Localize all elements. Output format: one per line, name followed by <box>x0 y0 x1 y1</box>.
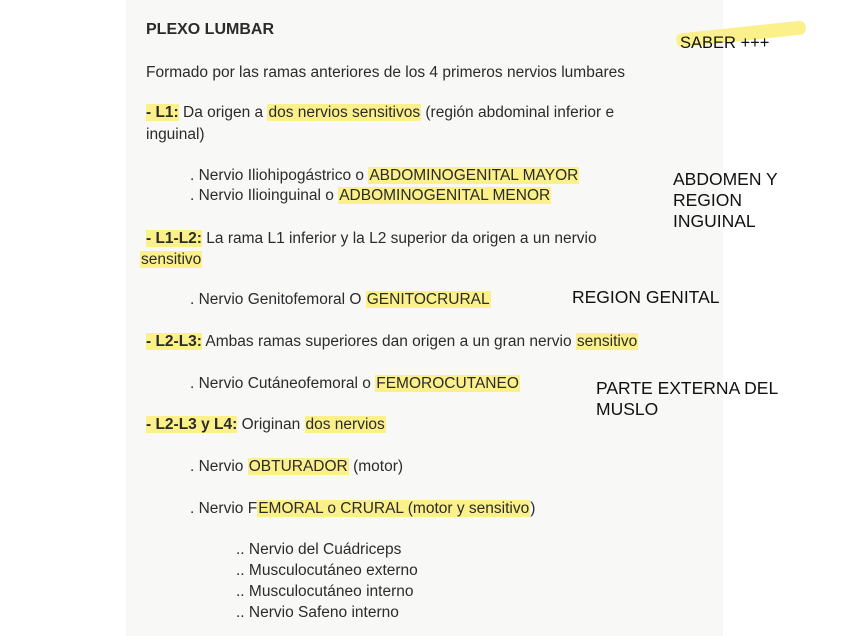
nerve-femoral: . Nervio FEMORAL o CRURAL (motor y sensitivo) <box>190 500 536 517</box>
l1-highlight: dos nervios sensitivos <box>268 104 421 121</box>
nerve-ilioinguinal: . Nervio Ilioinguinal o ADBOMINOGENITAL MENOR <box>190 187 551 204</box>
sub-nerve-musculocutaneo-interno: .. Musculocutáneo interno <box>236 583 414 600</box>
section-l1-heading <box>146 104 614 122</box>
highlight-femorocutaneo: FEMOROCUTANEO <box>376 375 519 392</box>
nerve-iliohipogastrico: . Nervio Iliohipogástrico o ABDOMINOGENITAL MAYOR <box>190 167 579 184</box>
highlight-sensitivo: sensitivo <box>141 251 202 268</box>
nerve-obturador: . Nervio OBTURADOR (motor) <box>190 458 404 475</box>
highlight-sensitivo-2: sensitivo <box>576 333 638 350</box>
document-page <box>126 0 723 636</box>
note-saber: SABER +++ <box>680 34 770 52</box>
sub-nerve-musculocutaneo-externo: .. Musculocutáneo externo <box>236 562 418 579</box>
highlight-genitocrural: GENITOCRURAL <box>366 291 490 308</box>
l2-l3-l4-root-label: - L2-L3 y L4: <box>146 416 238 433</box>
highlight-dos-nervios: dos nervios <box>305 416 385 433</box>
section-l1-l2-line2 <box>140 251 202 269</box>
note-abdomen: ABDOMEN Y REGION INGUINAL <box>673 169 778 231</box>
section-l2-l3-heading <box>146 333 638 351</box>
l2-l3-root-label: - L2-L3: <box>146 333 202 350</box>
highlight-femoral-crural: EMORAL o CRURAL (motor y sensitivo <box>258 500 530 517</box>
sub-nerve-cuadriceps: .. Nervio del Cuádriceps <box>236 541 402 558</box>
l1-text-2: (región abdominal inferior e <box>421 104 615 121</box>
intro-text: Formado por las ramas anteriores de los 4 primeros nervios lumbares <box>146 64 625 81</box>
section-l1-l2-heading <box>146 230 597 248</box>
l2-l3-text: Ambas ramas superiores dan origen a un gran nervio <box>201 333 576 350</box>
l1-text: Da origen a <box>178 104 268 121</box>
l2-l3-l4-text: Originan <box>237 416 305 433</box>
highlight-abdominogenital-menor: ADBOMINOGENITAL MENOR <box>339 187 551 204</box>
l1-root-label: - L1: <box>146 104 179 121</box>
note-muslo: PARTE EXTERNA DEL MUSLO <box>596 378 779 419</box>
section-l1-line2: inguinal) <box>146 126 205 143</box>
note-genital: REGION GENITAL <box>572 287 720 307</box>
nerve-cutaneofemoral: . Nervio Cutáneofemoral o FEMOROCUTANEO <box>190 375 519 392</box>
l1-l2-root-label: - L1-L2: <box>146 230 202 247</box>
highlight-obturador: OBTURADOR <box>248 458 348 475</box>
section-l2-l3-l4-heading <box>146 416 386 434</box>
page-title: PLEXO LUMBAR <box>146 21 274 38</box>
nerve-genitofemoral: . Nervio Genitofemoral O GENITOCRURAL <box>190 291 490 308</box>
highlight-abdominogenital-mayor: ABDOMINOGENITAL MAYOR <box>369 167 579 184</box>
sub-nerve-safeno-interno: .. Nervio Safeno interno <box>236 604 399 621</box>
l1-l2-text: La rama L1 inferior y la L2 superior da origen a un nervio <box>201 230 597 247</box>
